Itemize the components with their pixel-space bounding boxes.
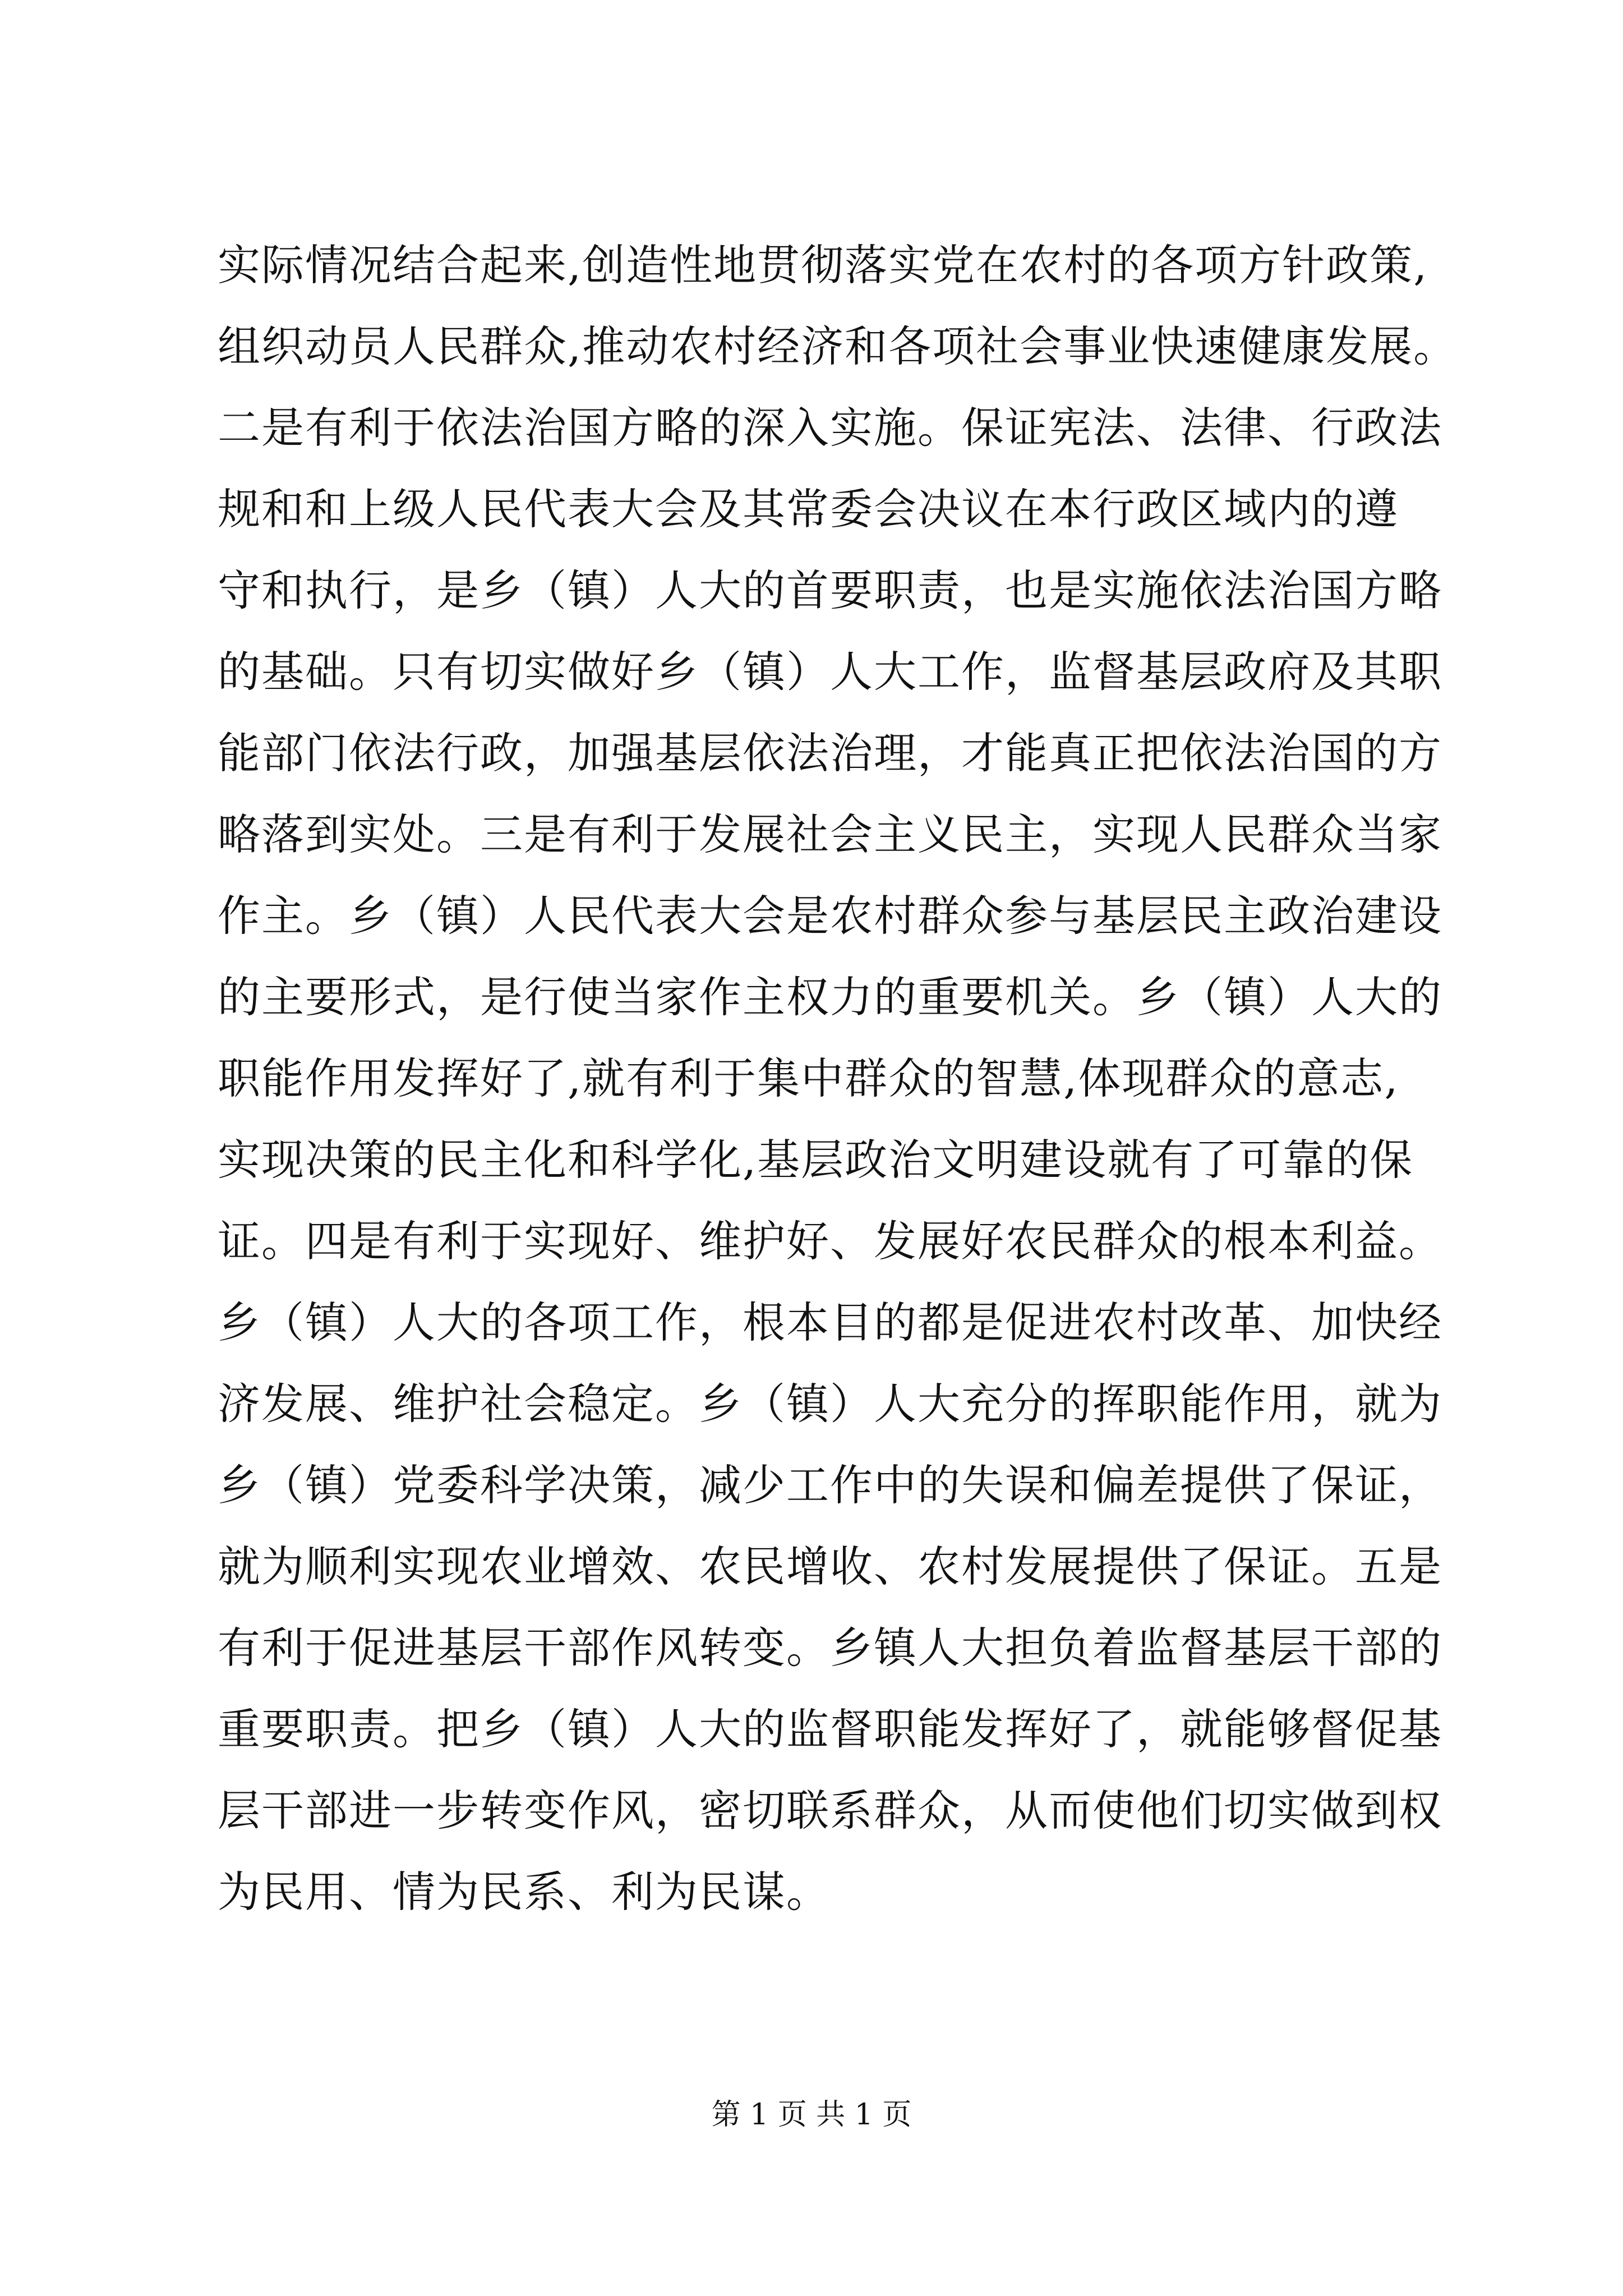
text-line: 作主。乡（镇）人民代表大会是农村群众参与基层民主政治建设 (218, 891, 1442, 941)
text-line: 有利于促进基层干部作风转变。乡镇人大担负着监督基层干部的 (218, 1623, 1442, 1673)
text-line: 规和和上级人民代表大会及其常委会决议在本行政区域内的遵 (218, 484, 1399, 534)
text-line: 略落到实处。三是有利于发展社会主义民主，实现人民群众当家 (218, 809, 1442, 859)
text-line: 的主要形式，是行使当家作主权力的重要机关。乡（镇）人大的 (218, 972, 1442, 1022)
text-line: 乡（镇）党委科学决策，减少工作中的失误和偏差提供了保证， (218, 1460, 1442, 1510)
text-line: 层干部进一步转变作风，密切联系群众，从而使他们切实做到权 (218, 1786, 1442, 1835)
page-footer: 第 1 页 共 1 页 (711, 2098, 912, 2132)
text-line: 就为顺利实现农业增效、农民增收、农村发展提供了保证。五是 (218, 1542, 1442, 1591)
text-line: 乡（镇）人大的各项工作，根本目的都是促进农村改革、加快经 (218, 1297, 1442, 1347)
text-line: 实际情况结合起来,创造性地贯彻落实党在农村的各项方针政策, (218, 240, 1428, 290)
text-line: 济发展、维护社会稳定。乡（镇）人大充分的挥职能作用，就为 (218, 1379, 1442, 1429)
text-line: 职能作用发挥好了,就有利于集中群众的智慧,体现群众的意志, (218, 1053, 1399, 1103)
text-line: 守和执行，是乡（镇）人大的首要职责，也是实施依法治国方略 (218, 565, 1442, 615)
text-line: 为民用、情为民系、利为民谋。 (218, 1867, 830, 1917)
text-line: 组织动员人民群众,推动农村经济和各项社会事业快速健康发展。 (218, 321, 1458, 371)
text-line: 的基础。只有切实做好乡（镇）人大工作，监督基层政府及其职 (218, 647, 1442, 697)
text-line: 重要职责。把乡（镇）人大的监督职能发挥好了，就能够督促基 (218, 1704, 1442, 1754)
text-line: 实现决策的民主化和科学化,基层政治文明建设就有了可靠的保 (218, 1135, 1414, 1185)
text-line: 证。四是有利于实现好、维护好、发展好农民群众的根本利益。 (218, 1216, 1442, 1266)
text-line: 能部门依法行政，加强基层依法治理，才能真正把依法治国的方 (218, 728, 1442, 778)
body-text (218, 224, 1474, 1932)
text-line: 二是有利于依法治国方略的深入实施。保证宪法、法律、行政法 (218, 403, 1442, 453)
